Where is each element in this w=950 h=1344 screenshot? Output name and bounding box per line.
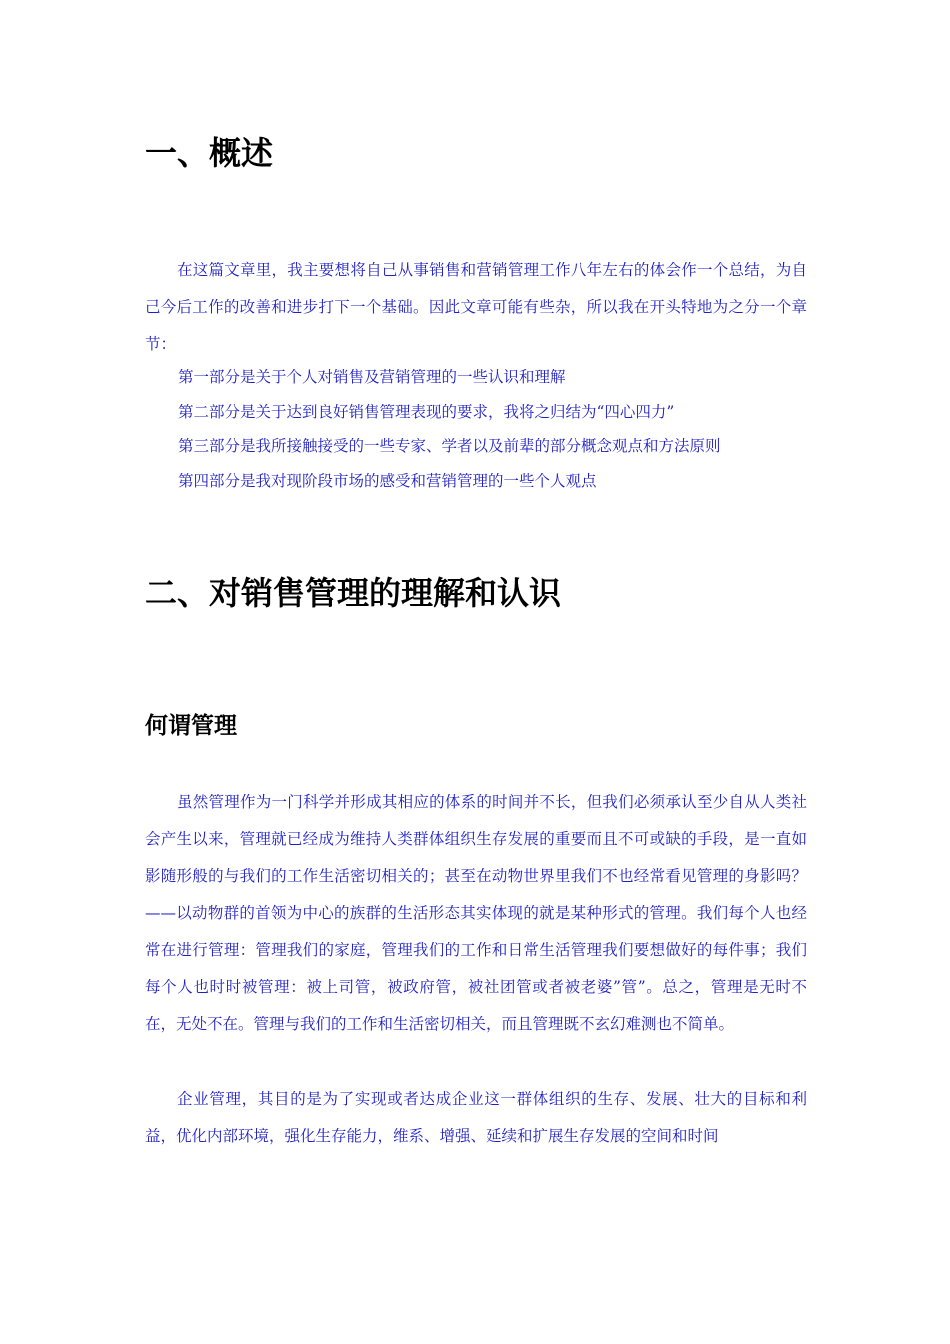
part-item-3: 第三部分是我所接触接受的一些专家、学者以及前辈的部分概念观点和方法原则 — [178, 437, 721, 455]
intro-paragraph: 在这篇文章里，我主要想将自己从事销售和营销管理工作八年左右的体会作一个总结，为自己今后工作的改善和进步打下一个基础。因此文章可能有些杂，所以我在开头特地为之分一个章节： — [145, 261, 807, 353]
subheading-what-is-management: 何谓管理 — [145, 713, 237, 739]
part-item-1: 第一部分是关于个人对销售及营销管理的一些认识和理解 — [178, 368, 566, 386]
part-item-2: 第二部分是关于达到良好销售管理表现的要求，我将之归结为“四心四力” — [178, 402, 675, 421]
section-heading-sales-management: 二、对销售管理的理解和认识 — [145, 574, 562, 612]
part-item-4: 第四部分是我对现阶段市场的感受和营销管理的一些个人观点 — [178, 471, 597, 490]
parts-list — [178, 360, 721, 498]
management-paragraph-2: 企业管理，其目的是为了实现或者达成企业这一群体组织的生存、发展、壮大的目标和利益，优化内部环境，强化生存能力，维系、增强、延续和扩展生存发展的空间和时间 — [145, 1090, 807, 1145]
management-paragraph-1: 虽然管理作为一门科学并形成其相应的体系的时间并不长，但我们必须承认至少自从人类社会产生以来，管理就已经成为维持人类群体组织生存发展的重要而且不可或缺的手段，是一直如影随形般的与我们的工作生活密切相关的；甚至在动物世界里我们不也经常看见管理的身影吗？——以动物群的首领为中心的族群的生活形态其实体现的就是某种形式的管理。我们每个人也经常在进行管理：管理我们的家庭，管理我们的工作和日常生活管理我们要想做好的每件事；我们每个人也时时被管理：被上司管，被政府管，被社团管或者被老婆”管”。总之，管理是无时不在，无处不在。管理与我们的工作和生活密切相关，而且管理既不玄幻难测也不简单。 — [145, 793, 807, 1033]
section-heading-overview: 一、概述 — [145, 134, 274, 172]
